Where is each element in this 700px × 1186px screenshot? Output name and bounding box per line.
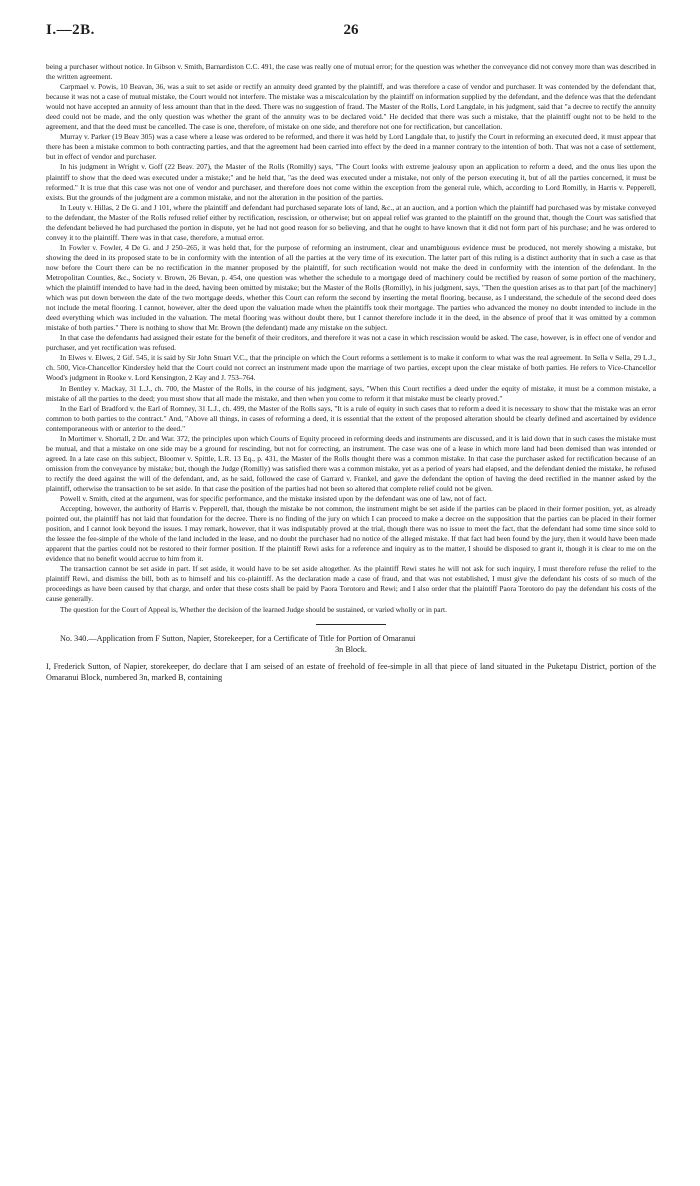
declaration-text: I, Frederick Sutton, of Napier, storekeeper, do declare that I am seised of an estate of freehold of fee-simple in all that piece of land situated in the Puketapu District, portion of the Omaranui Block, numbered 3n, marked B, containing [46, 661, 656, 683]
paragraph: In his judgment in Wright v. Goff (22 Beav. 207), the Master of the Rolls (Romilly) says, "The Court looks with extreme jealousy upon an application to reform a deed, and the onus lies upon the plaintiff to show that the deed was executed under a mistake;" and he held that, "as the deed was executed under a mistake, not only of the person executing it, but of all the parties concerned, it must be reformed." It is true that this case was not one of vendor and purchaser, and therefore does not come within the exception from the general rule, which, according to Lord Romilly, in Harris v. Pepperell, exists. But the grounds of the judgment are a common mistake, and not the alteration in the position of the parties. [46, 162, 656, 202]
document-page [46, 22, 656, 684]
paragraph: Powell v. Smith, cited at the argument, was for specific performance, and the mistake insisted upon by the defendant was one of law, not of fact. [60, 494, 487, 504]
paragraph: In Bentley v. Mackay, 31 L.J., ch. 700, the Master of the Rolls, in the course of his judgment, says, "When this Court rectifies a deed under the equity of mistake, it must be a common mistake, a mistake of all the parties to the deed; you must show that all made the mistake, and then when you come to reform it that mistake must be clearly proved." [46, 383, 656, 403]
paragraph: In Mortimer v. Shortall, 2 Dr. and War. 372, the principles upon which Courts of Equity proceed in reforming deeds and instruments are discussed, and it is laid down that in such cases the mistake must be mutual, and that a mistake on one side may be a ground for rescinding, but not for correcting, an instrument. The case was one of a lease in which more land had been demised than was intended or agreed. In a late case on this subject, Bloomer v. Spittle, L.R. 13 Eq., p. 431, the Master of the Rolls thought there was a common mistake. In that case the purchaser asked for rectification because of an omission from the conveyance by mistake; but, though the Judge (Romilly) was satisfied there was a common mistake, yet as a period of years had elapsed, and the defendant denied the mistake, he refused to rectify the deed against the will of the defendant, and, as he said, followed the case of Garrard v. Frankel, and gave the defendant the option of having the deed rectified in the manner asked by the plaintiff, otherwise the transaction to be set aside. In that case the position of the parties had not been so altered that complete relief could not be given. [46, 433, 656, 493]
paragraph: The question for the Court of Appeal is, Whether the decision of the learned Judge should be sustained, or varied wholly or in part. [60, 604, 447, 614]
paragraph: being a purchaser without notice. In Gibson v. Smith, Barnardiston C.C. 491, the case was really one of mutual error; for the question was whether the conveyance did not convey more than was described in the written agreement. [46, 62, 656, 82]
application-heading-line1: No. 340.—Application from F Sutton, Napier, Storekeeper, for a Certificate of Title for Portion of Omaranui [60, 633, 416, 643]
application-heading [46, 633, 656, 656]
paragraph: In the Earl of Bradford v. the Earl of Romney, 31 L.J., ch. 499, the Master of the Rolls says, "It is a rule of equity in such cases that to reform a deed it is necessary to show that the mistake was an error common to both parties to the contract." And, "Above all things, in cases of reforming a deed, it is essential that the extent of the proposed alteration should be clearly defined and ascertained by evidence contemporaneous with or anterior to the deed." [46, 403, 656, 433]
paragraph: In that case the defendants had assigned their estate for the benefit of their creditors, and therefore it was not a case in which rescission would be asked. The case, however, is in effect one of vendor and purchaser, and yet rectification was refused. [46, 333, 656, 353]
paragraph: Carpmael v. Powis, 10 Beavan, 36, was a suit to set aside or rectify an annuity deed granted by the plaintiff, and was therefore a case of vendor and purchaser. It was contended by the defendant that, because it was not a case of mutual mistake, the Court would not interfere. The mistake was a miscalculation by the plaintiff on information supplied by the defendant, and the defence was that the defendant would not have accepted an annuity of less amount than that in the deed. There was no suggestion of fraud. The Master of the Rolls, Lord Langdale, in his judgment, said that "a decree to rectify the annuity deed could not be made, and the only question was whether the grant of the annuity was to be declared void." He decided that there was such a mistake, that the plaintiff ought not to be held to the agreement, and that the deed must be cancelled. The case is one, therefore, of mistake on one side, and therefore not one for rectification, but cancellation. [46, 82, 656, 132]
paragraph: The transaction cannot be set aside in part. If set aside, it would have to be set aside altogether. As the plaintiff Rewi states he will not ask for such inquiry, I must therefore refuse the relief to the plaintiff Rewi, and dismiss the bill, both as to himself and his co-plaintiff. As the declaration made a case of fraud, and that was not established, I must give the defendant his costs of so much of the proceedings as have been caused by that charge, and order that these costs shall be paid by Paora Torotoro and Rewi; and I also order that the plaintiff Paora Torotoro do pay the defendant his costs of the cause generally. [46, 564, 656, 604]
paragraph: In Elwes v. Elwes, 2 Gif. 545, it is said by Sir John Stuart V.C., that the principle on which the Court reforms a settlement is to make it conform to what was the real agreement. In Sella v Sella, 29 L.J., ch. 500, Vice-Chancellor Kindersley held that the Court could not correct an instrument made upon the marriage of two parties, except upon the clear mistake of both parties. He refers to Vice-Chancellor Wood's judgment in Rooke v. Lord Kensington, 2 Kay and J. 753–764. [46, 353, 656, 383]
page-header [46, 22, 656, 48]
series-reference: I.—2B. [46, 22, 95, 38]
paragraph: Accepting, however, the authority of Harris v. Pepperell, that, though the mistake be not common, the instrument might be set aside if the parties can be placed in their former position, yet, as already pointed out, the plaintiff has not laid that foundation for the decree. There is no finding of the jury on which I can proceed to make a decree on the supposition that the parties can be placed in their former position, and I cannot look beyond the issues. I may remark, however, that it was indisputably proved at the trial, though there was no issue to meet the fact, that the defendant had some time since sold to the lessee the fee-simple of the whole of the land included in the lease, and no doubt the purchaser had no notice of the alleged mistake. If that fact had been found by the jury, then it would have been made apparent that the parties could not be restored to their former position. If the plaintiff Rewi asks for a reference and inquiry as to the matter, I should be disposed to grant it, though it is clear to me on the evidence that no benefit would accrue to him from it. [46, 504, 656, 564]
paragraph: Murray v. Parker (19 Beav 305) was a case where a lease was ordered to be reformed, and there it was held by Lord Langdale that, to justify the Court in reforming an executed deed, it must appear that there has been a mistake common to both contracting parties, and that the agreement had been carried into effect by the deed in a manner contrary to the intention of both. That was not a case of settlement, but in effect of vendor and purchaser. [46, 132, 656, 162]
paragraph: In Leuty v. Hillas, 2 De G. and J 101, where the plaintiff and defendant had purchased separate lots of land, &c., at an auction, and a portion which the plaintiff had purchased was by mistake conveyed to the defendant, the Master of the Rolls refused relief either by rectification, rescission, or otherwise; but on appeal relief was granted to the plaintiff on the ground that, though the Court was satisfied that the defendant believed he had purchased the portion in dispute, yet he had not good reason for so believing, and that he ought to have known that it did not form part of his purchase; and he was ordered to convey it to the plaintiff. There was in that case, therefore, a mutual error. [46, 202, 656, 242]
paragraph: In Fowler v. Fowler, 4 De G. and J 250–265, it was held that, for the purpose of reforming an instrument, clear and unambiguous evidence must be produced, not merely showing a mistake, but showing the deed in its proposed state to be in conformity with the intention of all the parties at the very time of its execution. The latter part of this ruling is a distinct authority that in such a case as that now before the Court there can be no rectification in the manner proposed by the plaintiff, for such rectification would not make the deed in conformity with the intention of the defendant. In the Metropolitan Counties, &c., Society v. Brown, 26 Bevan, p. 454, one question was whether the schedule to a mortgage deed of machinery could be rectified by reason of some portion of the machinery, which the plaintiff intended to have had in the deed, having been omitted by mistake; but the Master of the Rolls (Romilly), in his judgment, says, "Then the question arises as to that part [of the machinery] which was put down between the date of the two mortgage deeds, whether this Court can reform the second by inserting the metal flooring, because, as I understand, the schedule of the second deed does not include the metal flooring. I cannot, however, alter the deed upon the valuation made when the plaintiffs took their mortgage. The parties who advanced the money no doubt intended to include in the deed everything which was included in the valuation. The metal flooring was without doubt there, but I cannot therefore include it in the deed, in the absence of proof that it was omitted by a common mistake of both parties." There is nothing to show that Mr. Brown (the defendant) made any mistake on the subject. [46, 242, 656, 333]
application-heading-line2: 3n Block. [335, 645, 367, 655]
body-text [46, 62, 656, 615]
page-number: 26 [343, 22, 359, 38]
section-divider [316, 624, 386, 625]
